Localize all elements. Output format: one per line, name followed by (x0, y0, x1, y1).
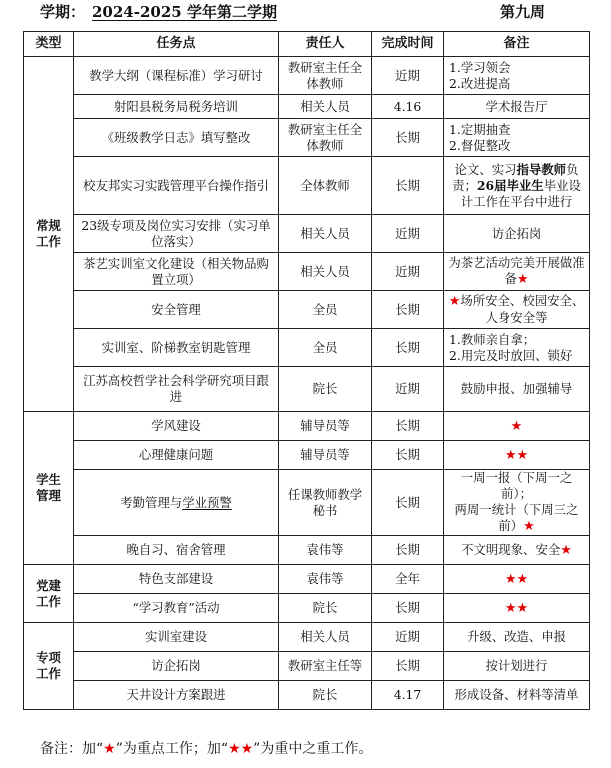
term-value: 2024-2025 学年第二学期 (92, 3, 277, 21)
note-cell: 一周一报（下周一之前）； 两周一统计（下周三之前）★ (444, 470, 590, 536)
time-cell: 全年 (372, 565, 444, 594)
table-row (24, 95, 590, 119)
table-row (24, 652, 590, 681)
owner-cell: 相关人员 (279, 95, 372, 119)
note-cell: 学术报告厅 (444, 95, 590, 119)
time-cell: 近期 (372, 623, 444, 652)
owner-cell: 教研室主任等 (279, 652, 372, 681)
time-cell: 近期 (372, 367, 444, 412)
star-icon: ★ (103, 741, 116, 757)
footer-note: 备注：加“★”为重点工作；加“★★”为重中之重工作。 (40, 741, 373, 757)
time-cell: 近期 (372, 57, 444, 95)
table-row (24, 681, 590, 710)
week-label: 第九周 (500, 3, 546, 21)
task-cell: 实训室、阶梯教室钥匙管理 (74, 329, 279, 367)
task-cell: 校友邦实习实践管理平台操作指引 (74, 157, 279, 215)
time-cell: 长期 (372, 536, 444, 565)
note-cell (444, 594, 590, 623)
task-cell: 射阳县税务局税务培训 (74, 95, 279, 119)
owner-cell: 院长 (279, 367, 372, 412)
star-icon: ★ (523, 519, 535, 534)
star-icon: ★ (510, 418, 523, 434)
table-row (24, 57, 590, 95)
task-cell: 天井设计方案跟进 (74, 681, 279, 710)
task-cell: 《班级教学日志》填写整改 (74, 119, 279, 157)
task-cell: 教学大纲（课程标准）学习研讨 (74, 57, 279, 95)
time-cell: 长期 (372, 412, 444, 441)
header (0, 0, 611, 24)
table-row (24, 215, 590, 253)
note-cell: ★场所安全、校园安全、人身安全等 (444, 291, 590, 329)
table-row (24, 157, 590, 215)
time-cell: 4.17 (372, 681, 444, 710)
time-cell: 长期 (372, 441, 444, 470)
time-cell: 长期 (372, 157, 444, 215)
time-cell: 近期 (372, 215, 444, 253)
time-cell: 4.16 (372, 95, 444, 119)
owner-cell: 相关人员 (279, 623, 372, 652)
star-icon: ★ (448, 294, 461, 309)
owner-cell: 相关人员 (279, 215, 372, 253)
note-cell (444, 441, 590, 470)
table-row (24, 253, 590, 291)
term-label: 学期： (40, 3, 86, 21)
note-cell: 不文明现象、安全★ (444, 536, 590, 565)
table-row (24, 565, 590, 594)
time-cell: 长期 (372, 470, 444, 536)
table-row (24, 594, 590, 623)
table-row (24, 536, 590, 565)
owner-cell: 教研室主任全体教师 (279, 119, 372, 157)
note-cell: 访企拓岗 (444, 215, 590, 253)
owner-cell: 袁伟等 (279, 536, 372, 565)
task-cell: 实训室建设 (74, 623, 279, 652)
time-cell: 长期 (372, 119, 444, 157)
task-cell: 23级专项及岗位实习安排（实习单位落实） (74, 215, 279, 253)
task-cell: “学习教育”活动 (74, 594, 279, 623)
time-cell: 长期 (372, 594, 444, 623)
category-routine: 常规工作 (24, 57, 74, 412)
owner-cell: 院长 (279, 594, 372, 623)
task-cell: 心理健康问题 (74, 441, 279, 470)
double-star-icon: ★★ (504, 600, 529, 616)
task-cell: 晚自习、宿舍管理 (74, 536, 279, 565)
double-star-icon: ★★ (504, 571, 529, 587)
col-type: 类型 (24, 32, 74, 57)
owner-cell: 辅导员等 (279, 441, 372, 470)
table-row (24, 291, 590, 329)
col-owner: 责任人 (279, 32, 372, 57)
star-icon: ★ (560, 542, 572, 558)
owner-cell: 任课教师教学秘书 (279, 470, 372, 536)
task-cell: 江苏高校哲学社会科学研究项目跟进 (74, 367, 279, 412)
task-cell: 特色支部建设 (74, 565, 279, 594)
owner-cell: 全体教师 (279, 157, 372, 215)
owner-cell: 相关人员 (279, 253, 372, 291)
note-cell: 论文、实习指导教师负责；26届毕业生毕业设计工作在平台中进行 (444, 157, 590, 215)
star-icon: ★ (516, 272, 529, 287)
owner-cell: 全员 (279, 329, 372, 367)
category-student: 学生管理 (24, 412, 74, 565)
table-row (24, 470, 590, 536)
table-row (24, 623, 590, 652)
table-header-row (24, 32, 590, 57)
owner-cell: 辅导员等 (279, 412, 372, 441)
task-cell: 学风建设 (74, 412, 279, 441)
owner-cell: 院长 (279, 681, 372, 710)
table-row (24, 329, 590, 367)
note-cell: 形成设备、材料等清单 (444, 681, 590, 710)
time-cell: 长期 (372, 329, 444, 367)
note-cell (444, 412, 590, 441)
owner-cell: 全员 (279, 291, 372, 329)
task-cell: 访企拓岗 (74, 652, 279, 681)
time-cell: 长期 (372, 652, 444, 681)
task-cell: 考勤管理与学业预警 (74, 470, 279, 536)
note-cell: 1.学习领会 2.改进提高 (444, 57, 590, 95)
category-special: 专项工作 (24, 623, 74, 710)
work-plan-table (23, 31, 590, 710)
table-row (24, 412, 590, 441)
note-cell (444, 565, 590, 594)
task-cell: 安全管理 (74, 291, 279, 329)
task-cell: 茶艺实训室文化建设（相关物品购置立项） (74, 253, 279, 291)
note-cell: 按计划进行 (444, 652, 590, 681)
note-cell: 为茶艺活动完美开展做准备★ (444, 253, 590, 291)
double-star-icon: ★★ (504, 447, 529, 463)
time-cell: 近期 (372, 253, 444, 291)
note-cell: 1.定期抽查 2.督促整改 (444, 119, 590, 157)
table-row (24, 441, 590, 470)
table-row (24, 119, 590, 157)
owner-cell: 袁伟等 (279, 565, 372, 594)
col-task: 任务点 (74, 32, 279, 57)
col-time: 完成时间 (372, 32, 444, 57)
col-note: 备注 (444, 32, 590, 57)
category-party: 党建工作 (24, 565, 74, 623)
note-cell: 鼓励申报、加强辅导 (444, 367, 590, 412)
table-row (24, 367, 590, 412)
double-star-icon: ★★ (228, 741, 254, 757)
time-cell: 长期 (372, 291, 444, 329)
note-cell: 升级、改造、申报 (444, 623, 590, 652)
owner-cell: 教研室主任全体教师 (279, 57, 372, 95)
note-cell: 1.教师亲自拿； 2.用完及时放回、锁好 (444, 329, 590, 367)
